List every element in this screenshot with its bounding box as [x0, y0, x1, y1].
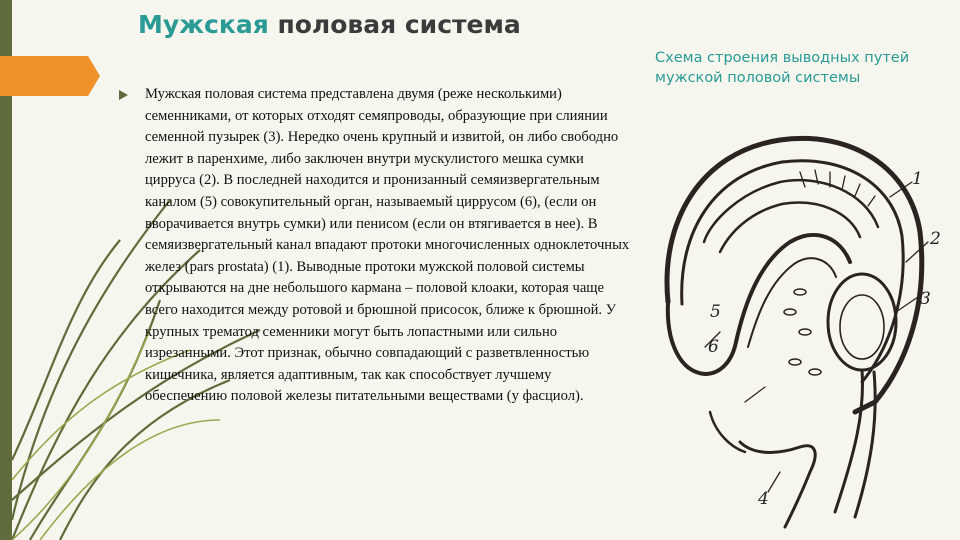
diagram-label-3: 3: [920, 289, 931, 309]
reproductive-system-diagram: [650, 112, 950, 532]
diagram-label-6: 6: [708, 337, 719, 357]
diagram-caption: Схема строения выводных путей мужской половой системы: [655, 50, 910, 86]
bullet-arrow-icon: [119, 90, 128, 100]
orange-title-tab: [0, 56, 100, 96]
slide-title: [138, 10, 521, 39]
diagram-label-5: 5: [710, 302, 721, 322]
title-accent: Мужская: [138, 10, 269, 39]
diagram-label-1: 1: [912, 169, 923, 189]
diagram-label-4: 4: [758, 489, 769, 509]
diagram-label-2: 2: [930, 229, 941, 249]
body-paragraph: Мужская половая система представлена двумя (реже несколькими) семенниками, от которых отходят семяпроводы, образующие при слиянии семенной пузырек (3). Нередко очень крупный и извитой, он либо свободно лежит в паренхиме, либо заключен внутри мускулистого мешка сумки цирруса (2). В последней находится и пронизанный семяизвергательным каналом (5) совокупительный орган, называемый циррусом (6), (если он вворачивается внутрь сумки) или пенисом (если он втягивается в нее). В семяизвергательный канал впадают протоки многочисленных одноклеточных желез (pars prostata) (1). Выводные протоки мужской половой системы открываются на дне небольшого кармана – половой клоаки, которая чаще всего находится между ротовой и брюшной присосок, ближе к брюшной. У крупных трематод семенники могут быть лопастными или сильно изрезанными. Этот признак, обычно совпадающий с разветвленностью кишечника, является адаптивным, так как способствует лучшему обеспечению половой железы питательными веществами (у фасциол).: [145, 86, 630, 405]
title-rest: половая система: [277, 10, 521, 39]
